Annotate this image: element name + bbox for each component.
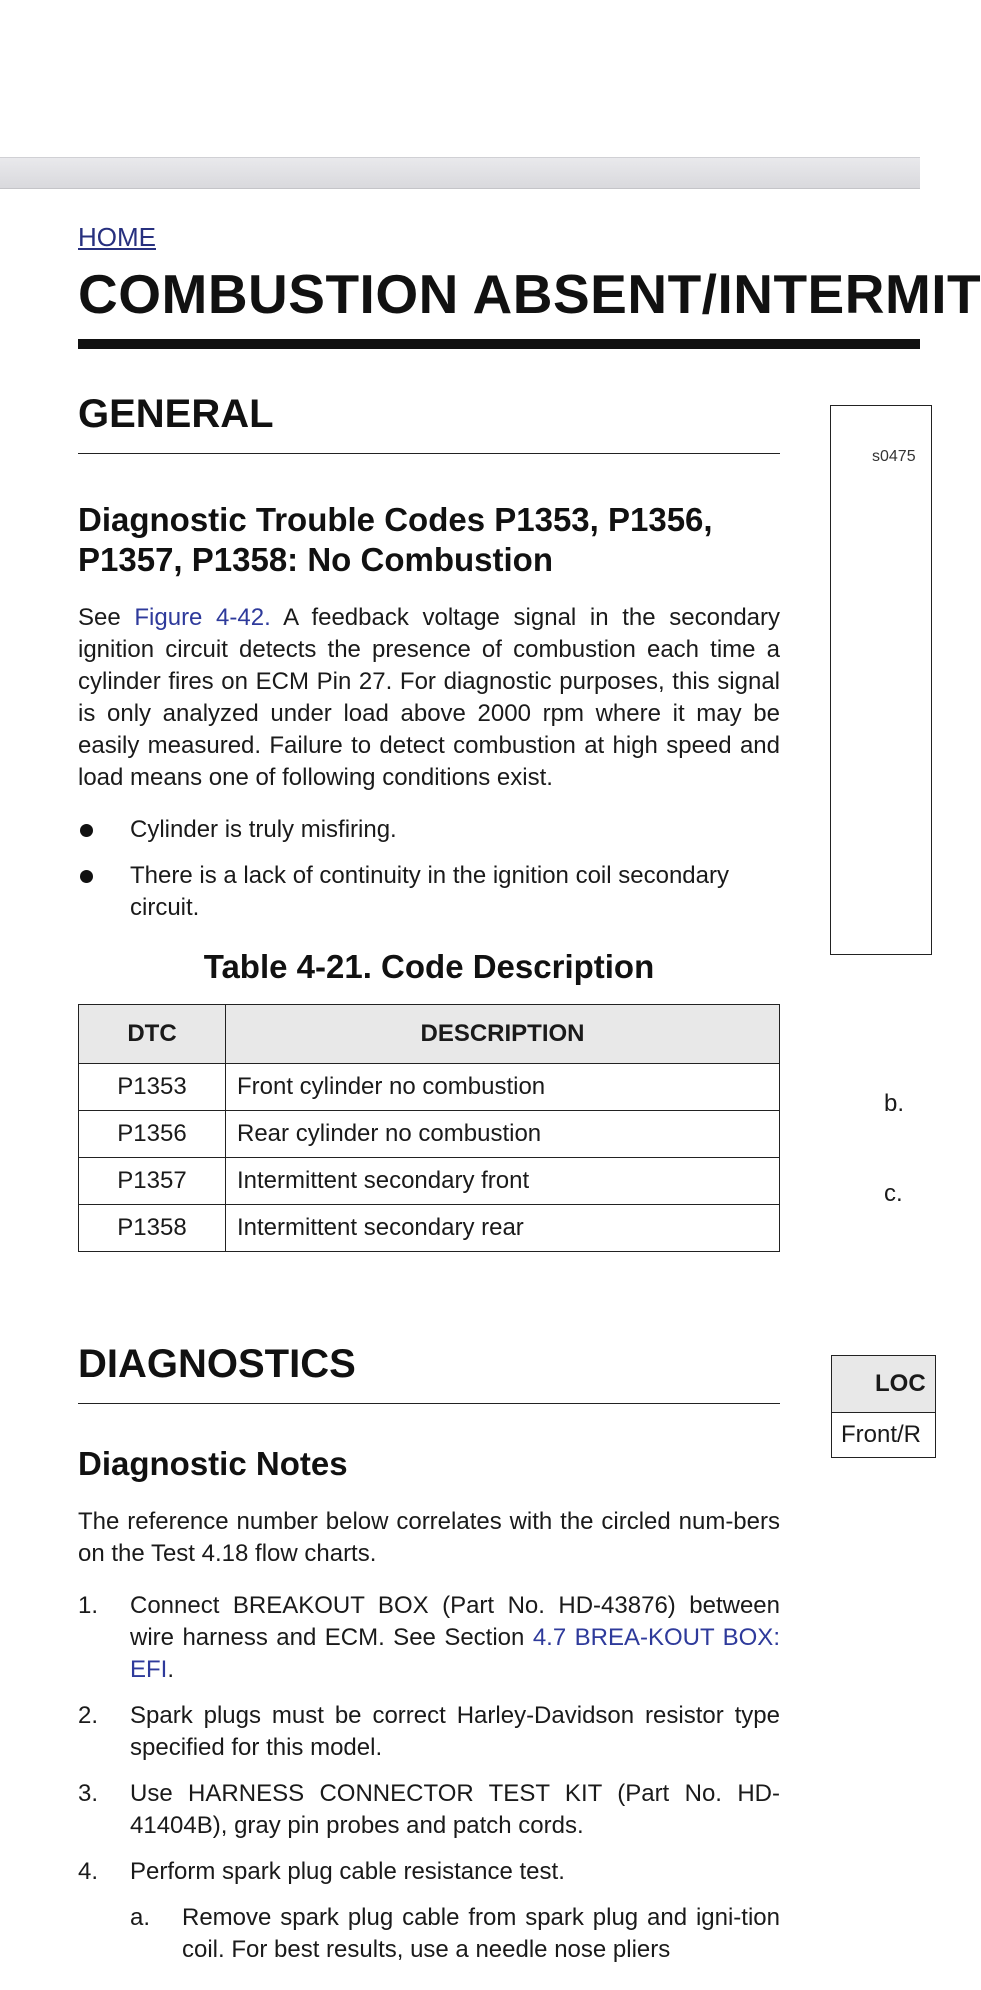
figure-link[interactable]: Figure 4-42. (134, 604, 271, 631)
bullet-icon (80, 824, 93, 837)
list-item (78, 860, 780, 924)
step-text: Perform spark plug cable resistance test. (130, 1858, 565, 1885)
figure-frame (830, 405, 932, 955)
step-number: 2. (78, 1702, 99, 1729)
table-row (79, 1158, 780, 1205)
table-row (79, 1064, 780, 1111)
step-text: Spark plugs must be correct Harley-Davidson resistor type specified for this model. (130, 1702, 780, 1761)
step-number: 1. (78, 1592, 99, 1619)
table-header-row (832, 1356, 936, 1413)
header-dtc: DTC (79, 1005, 226, 1064)
substeps-list (130, 1902, 780, 1966)
location-table (831, 1355, 936, 1458)
substep-letter: a. (130, 1904, 151, 1931)
breakout-box-link[interactable]: 4.7 BREA-KOUT BOX: EFI (130, 1624, 780, 1683)
condition-list (78, 814, 780, 924)
substep-item (130, 1902, 780, 1966)
figure-item-c: c. (884, 1180, 903, 1207)
dtc-subheading (78, 500, 780, 580)
cell-dtc: P1358 (79, 1205, 226, 1252)
step-item (78, 1700, 780, 1764)
steps-list (78, 1590, 780, 1966)
table-caption: Table 4-21. Code Description (203, 948, 655, 985)
home-link[interactable]: HOME (78, 222, 156, 252)
list-item-text: Cylinder is truly misfiring. (130, 816, 397, 843)
main-column (78, 392, 780, 1980)
step-item (78, 1778, 780, 1842)
general-heading: GENERAL (78, 392, 780, 454)
figure-id-label: s0475 (872, 448, 916, 465)
notes-heading: Diagnostic Notes (78, 1445, 348, 1482)
list-item (78, 814, 780, 846)
step-item (78, 1590, 780, 1686)
page-title: COMBUSTION ABSENT/INTERMIT (78, 263, 981, 325)
table-row (832, 1413, 936, 1458)
cell-description: Intermittent secondary rear (226, 1205, 780, 1252)
title-rule (78, 339, 920, 349)
cell-description: Intermittent secondary front (226, 1158, 780, 1205)
cell-description: Rear cylinder no combustion (226, 1111, 780, 1158)
cell-description: Front cylinder no combustion (226, 1064, 780, 1111)
cell-location: Front/R (832, 1413, 936, 1458)
cell-dtc: P1356 (79, 1111, 226, 1158)
dtc-subheading-line2: P1357, P1358: No Combustion (78, 541, 553, 578)
intro-paragraph (78, 602, 780, 794)
step-text: Connect BREAKOUT BOX (Part No. HD-43876) between wire harness and ECM. See Section (130, 1592, 780, 1651)
intro-see: See (78, 604, 135, 631)
cell-dtc: P1353 (79, 1064, 226, 1111)
code-table (78, 1004, 780, 1252)
substep-text: Remove spark plug cable from spark plug and igni-tion coil. For best results, use a needle nose pliers (182, 1904, 780, 1963)
diagnostics-heading: DIAGNOSTICS (78, 1342, 780, 1404)
table-row (79, 1205, 780, 1252)
step-text-end: . (167, 1656, 175, 1683)
figure-item-b: b. (884, 1090, 905, 1117)
step-item (78, 1856, 780, 1966)
dtc-subheading-line1: Diagnostic Trouble Codes P1353, P1356, (78, 501, 713, 538)
header-location: LOC (832, 1356, 936, 1413)
bullet-icon (80, 870, 93, 883)
cell-dtc: P1357 (79, 1158, 226, 1205)
list-item-text: There is a lack of continuity in the ignition coil secondary circuit. (130, 862, 729, 921)
step-text: Use HARNESS CONNECTOR TEST KIT (Part No. HD-41404B), gray pin probes and patch cords. (130, 1780, 780, 1839)
table-row (79, 1111, 780, 1158)
header-description: DESCRIPTION (226, 1005, 780, 1064)
intro-text: A feedback voltage signal in the secondary ignition circuit detects the presence of combustion each time a cylinder fires on ECM Pin 27. For diagnostic purposes, this signal is only analyzed under load above 2000 rpm where it may be easily measured. Failure to detect combustion at high speed and load means one of following conditions exist. (78, 604, 781, 791)
browser-toolbar-bar (0, 157, 920, 189)
step-number: 4. (78, 1858, 99, 1885)
table-header-row (79, 1005, 780, 1064)
notes-intro: The reference number below correlates with the circled num-bers on the Test 4.18 flow charts. (78, 1508, 780, 1567)
step-number: 3. (78, 1780, 99, 1807)
